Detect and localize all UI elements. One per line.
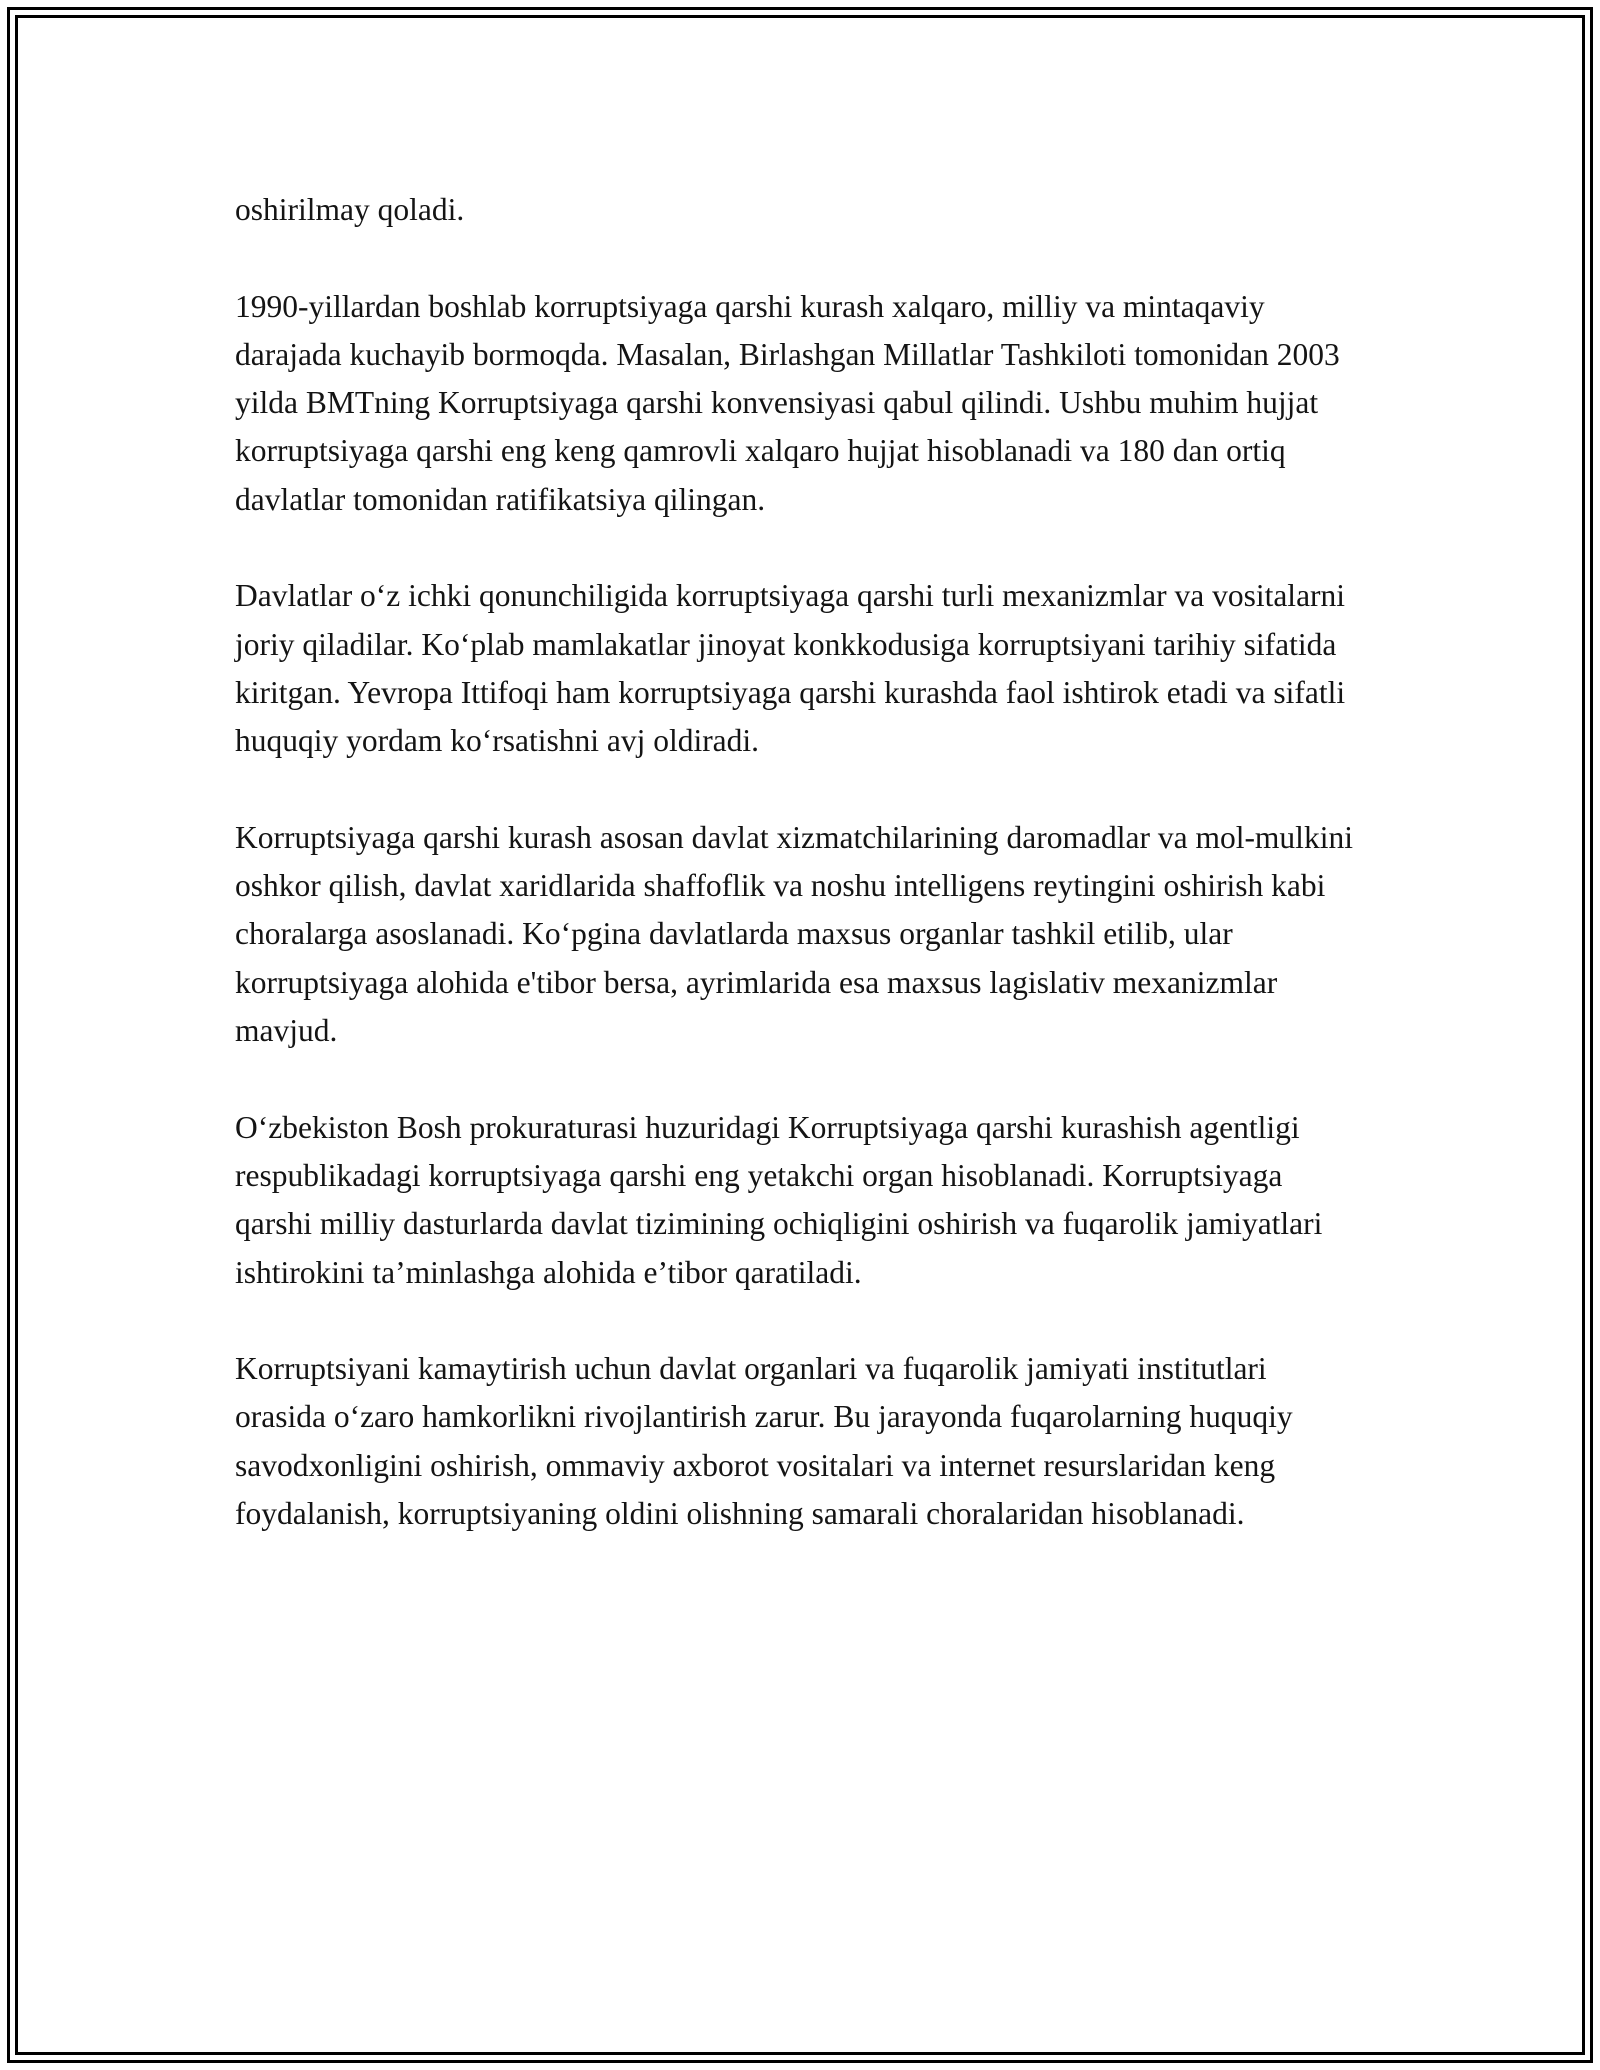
document-body [235,186,1365,1538]
paragraph-cooperation: Korruptsiyani kamaytirish uchun davlat organlari va fuqarolik jamiyati institutlari orasida o‘zaro hamkorlikni rivojlantirish zarur. Bu jarayonda fuqarolarning huquqiy savodxonligini oshirish, ommaviy axborot vositalari va internet resurslaridan keng foydalanish, korruptsiyaning oldini olishning samarali choralaridan hisoblanadi. [235,1351,1293,1532]
paragraph-national-legislation: Davlatlar o‘z ichki qonunchiligida korruptsiyaga qarshi turli mexanizmlar va vositalarni joriy qiladilar. Ko‘plab mamlakatlar jinoyat konkkodusiga korruptsiyani tarihiy sifatida kiritgan. Yevropa Ittifoqi ham korruptsiyaga qarshi kurashda faol ishtirok etadi va sifatli huquqiy yordam ko‘rsatishni avj oldiradi. [235,578,1346,759]
paragraph-continuation: oshirilmay qoladi. [235,192,465,227]
paragraph-uzbekistan-agency: O‘zbekiston Bosh prokuraturasi huzuridagi Korruptsiyaga qarshi kurashish agentligi respublikadagi korruptsiyaga qarshi eng yetakchi organ hisoblanadi. Korruptsiyaga qarshi milliy dasturlarda davlat tizimining ochiqligini oshirish va fuqarolik jamiyatlari ishtirokini ta’minlashga alohida e’tibor qaratiladi. [235,1109,1323,1290]
paragraph-international-efforts: 1990-yillardan boshlab korruptsiyaga qarshi kurash xalqaro, milliy va mintaqaviy darajada kuchayib bormoqda. Masalan, Birlashgan Millatlar Tashkiloti tomonidan 2003 yilda BMTning Korruptsiyaga qarshi konvensiyasi qabul qilindi. Ushbu muhim hujjat korruptsiyaga qarshi eng keng qamrovli xalqaro hujjat hisoblanadi va 180 dan ortiq davlatlar tomonidan ratifikatsiya qilingan. [235,288,1340,517]
paragraph-anti-corruption-measures: Korruptsiyaga qarshi kurash asosan davlat xizmatchilarining daromadlar va mol-mulkini oshkor qilish, davlat xaridlarida shaffoflik va noshu intelligens reytingini oshirish kabi choralarga asoslanadi. Ko‘pgina davlatlarda maxsus organlar tashkil etilib, ular korruptsiyaga alohida e'tibor bersa, ayrimlarida esa maxsus lagislativ mexanizmlar mavjud. [235,819,1353,1049]
